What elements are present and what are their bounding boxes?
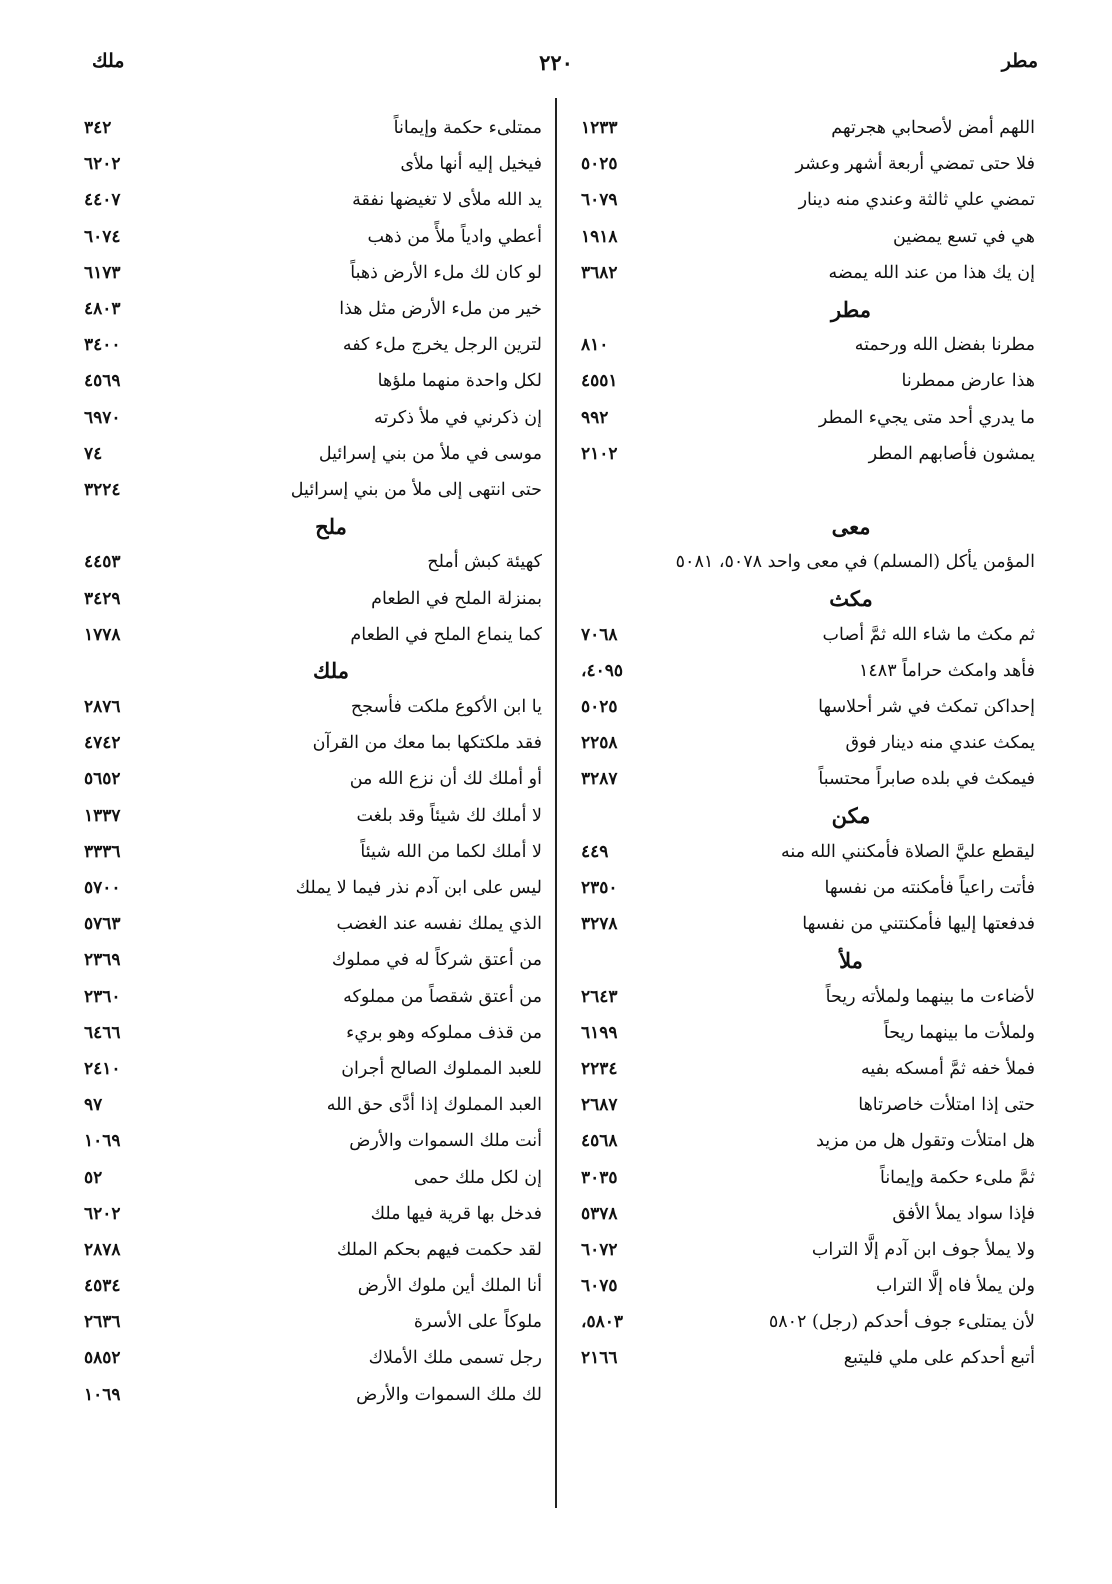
entry-phrase: إن لكل ملك حمى	[413, 1167, 542, 1188]
index-entry	[80, 110, 542, 146]
column-divider	[555, 98, 557, 1508]
entry-phrase: أتبع أحدكم على ملي فليتبع	[843, 1348, 1035, 1369]
index-entry	[80, 363, 542, 399]
hadith-number: ١٣٣٧	[84, 805, 121, 826]
entry-phrase: لأضاءت ما بينهما ولملأته ريحاً	[825, 986, 1035, 1007]
root-heading: ملك	[313, 658, 349, 684]
hadith-number: ٦٢٠٢	[84, 154, 121, 175]
index-entry	[577, 1304, 1035, 1340]
index-entry	[577, 1232, 1035, 1268]
hadith-number: ٦١٩٩	[581, 1022, 618, 1043]
index-entry	[80, 436, 542, 472]
entry-phrase: إن يك هذا من عند الله يمضه	[828, 262, 1035, 283]
entry-phrase: من قذف مملوكه وهو بريء	[346, 1022, 542, 1043]
index-entry	[577, 219, 1035, 255]
hadith-number: ٣٤٢٩	[84, 588, 121, 609]
index-entry	[577, 436, 1035, 472]
index-entry	[80, 617, 542, 653]
index-entry	[80, 1159, 542, 1195]
entry-phrase: اللهم أمض لأصحابي هجرتهم	[831, 118, 1035, 139]
entry-phrase: لا أملك لك شيئاً وقد بلغت	[356, 805, 542, 826]
index-entry	[80, 689, 542, 725]
entry-phrase: العبد المملوك إذا أدَّى حق الله	[326, 1095, 542, 1116]
entry-phrase: فقد ملكتكها بما معك من القرآن	[312, 733, 542, 754]
entry-phrase: لا أملك لكما من الله شيئاً	[360, 841, 542, 862]
index-entry	[80, 544, 542, 580]
index-entry	[577, 906, 1035, 942]
index-entry	[577, 544, 1035, 580]
index-entry	[577, 1015, 1035, 1051]
hadith-number: ٤٨٠٣	[84, 299, 121, 320]
hadith-number: ٦٠٧٩	[581, 190, 618, 211]
hadith-number: ٦١٧٣	[84, 262, 121, 283]
entry-phrase: أعطي وادياً ملأً من ذهب	[367, 226, 542, 247]
entry-phrase: الذي يملك نفسه عند الغضب	[336, 914, 542, 935]
hadith-number: ٥٠٢٥	[581, 697, 618, 718]
entry-phrase: فملأ خفه ثمَّ أمسكه بفيه	[860, 1058, 1035, 1079]
index-entry	[80, 1123, 542, 1159]
index-entry	[577, 1268, 1035, 1304]
hadith-number: ٣٦٨٢	[581, 262, 618, 283]
hadith-number: ٢٦٨٧	[581, 1095, 618, 1116]
root-heading: ملأ	[839, 947, 863, 973]
entry-phrase: فإذا سواد يملأ الأفق	[892, 1203, 1035, 1224]
hadith-number: ٤٤٠٧	[84, 190, 121, 211]
entry-phrase: فأتت راعياً فأمكنته من نفسها	[824, 878, 1035, 899]
index-entry	[80, 291, 542, 327]
entry-phrase: رجل تسمى ملك الأملاك	[368, 1348, 542, 1369]
hadith-number: ٢٢٥٨	[581, 733, 618, 754]
entry-phrase: لك ملك السموات والأرض	[356, 1384, 542, 1405]
entry-phrase: يد الله ملأى لا تغيضها نفقة	[352, 190, 542, 211]
index-entry	[80, 219, 542, 255]
entry-phrase: بمنزلة الملح في الطعام	[371, 588, 542, 609]
index-entry	[577, 255, 1035, 291]
page-header	[0, 50, 1112, 90]
entry-phrase: ثمَّ ملىء حكمة وإيماناً	[879, 1167, 1035, 1188]
hadith-number: ٤٥٦٨	[581, 1131, 618, 1152]
entry-phrase: يمشون فأصابهم المطر	[868, 443, 1035, 464]
index-entry	[577, 1159, 1035, 1195]
index-entry	[80, 255, 542, 291]
entry-phrase: ثم مكث ما شاء الله ثمَّ أصاب	[822, 624, 1035, 645]
index-entry	[80, 942, 542, 978]
index-entry	[80, 1232, 542, 1268]
index-entry	[80, 1051, 542, 1087]
hadith-number: ٩٩٢	[581, 407, 609, 428]
index-entry	[80, 327, 542, 363]
entry-phrase: هي في تسع يمضين	[892, 226, 1035, 247]
index-entry	[577, 327, 1035, 363]
entry-phrase: من أعتق شركاً له في مملوك	[331, 950, 542, 971]
hadith-number: ٥٦٥٢	[84, 769, 121, 790]
entry-phrase: خير من ملء الأرض مثل هذا	[339, 299, 542, 320]
left-column	[80, 110, 542, 1510]
hadith-number: ٢٦٣٦	[84, 1312, 121, 1333]
index-entry	[80, 182, 542, 218]
hadith-number: ٥٨٠٣،	[581, 1312, 624, 1333]
index-entry	[80, 1304, 542, 1340]
index-entry	[80, 146, 542, 182]
root-heading: معى	[831, 513, 871, 539]
hadith-number: ٢٦٤٣	[581, 986, 618, 1007]
index-entry	[80, 798, 542, 834]
index-entry	[80, 580, 542, 616]
hadith-number: ٢٨٧٦	[84, 697, 121, 718]
hadith-number: ٢٣٦٩	[84, 950, 121, 971]
entry-phrase: إن ذكرني في ملأ ذكرته	[373, 407, 542, 428]
index-entry	[80, 1340, 542, 1376]
hadith-number: ٦٠٧٢	[581, 1239, 618, 1260]
header-root-word-right: مطر	[1001, 50, 1038, 72]
root-heading: مكث	[829, 586, 873, 612]
index-entry	[577, 182, 1035, 218]
entry-phrase: حتى انتهى إلى ملأ من بني إسرائيل	[290, 479, 542, 500]
index-entry	[577, 1196, 1035, 1232]
entry-phrase: ما يدري أحد متى يجيء المطر	[818, 407, 1035, 428]
hadith-number: ٥٧٠٠	[84, 878, 121, 899]
hadith-number: ٢٣٥٠	[581, 878, 618, 899]
root-heading: مكن	[831, 803, 871, 829]
index-entry	[80, 1196, 542, 1232]
hadith-number: ٣٢٢٤	[84, 479, 121, 500]
root-heading: مطر	[830, 296, 872, 322]
entry-phrase: هل امتلأت وتقول هل من مزيد	[816, 1131, 1035, 1152]
entry-phrase: لكل واحدة منهما ملؤها	[377, 371, 542, 392]
index-entry	[577, 1087, 1035, 1123]
hadith-number: ٣٤٠٠	[84, 335, 121, 356]
index-entry	[80, 906, 542, 942]
index-entry	[577, 400, 1035, 436]
hadith-number: ٣٢٧٨	[581, 914, 618, 935]
index-entry	[80, 870, 542, 906]
page-number: ٢٢٠	[539, 50, 573, 75]
entry-phrase: فدفعتها إليها فأمكنتني من نفسها	[802, 914, 1035, 935]
index-entry	[577, 761, 1035, 797]
entry-phrase: يا ابن الأكوع ملكت فأسجح	[350, 697, 542, 718]
index-entry	[80, 761, 542, 797]
index-entry	[577, 653, 1035, 689]
entry-phrase: حتى إذا امتلأت خاصرتاها	[858, 1095, 1035, 1116]
entry-phrase: تمضي علي ثالثة وعندي منه دينار	[798, 190, 1035, 211]
index-entry	[80, 400, 542, 436]
index-entry	[577, 1340, 1035, 1376]
hadith-number: ٢١٠٢	[581, 443, 618, 464]
hadith-number: ٢٣٦٠	[84, 986, 121, 1007]
hadith-number: ٦٠٧٤	[84, 226, 121, 247]
entry-phrase: ليقطع عليَّ الصلاة فأمكنني الله منه	[780, 841, 1035, 862]
hadith-number: ١٠٦٩	[84, 1384, 121, 1405]
index-entry	[577, 363, 1035, 399]
hadith-number: ٢٤١٠	[84, 1058, 121, 1079]
index-entry	[577, 146, 1035, 182]
index-entry	[80, 1015, 542, 1051]
hadith-number: ٥٢	[84, 1167, 103, 1188]
entry-phrase: هذا عارض ممطرنا	[901, 371, 1035, 392]
index-entry	[80, 1377, 542, 1413]
hadith-number: ٩٧	[84, 1095, 103, 1116]
entry-phrase: لترين الرجل يخرج ملء كفه	[342, 335, 542, 356]
hadith-number: ٧٠٦٨	[581, 624, 618, 645]
hadith-number: ٤٥٣٤	[84, 1276, 121, 1297]
spacer	[577, 472, 1035, 508]
entry-phrase: ليس على ابن آدم نذر فيما لا يملك	[295, 878, 542, 899]
entry-phrase: موسى في ملأ من بني إسرائيل	[318, 443, 542, 464]
entry-phrase: ولا يملأ جوف ابن آدم إلَّا التراب	[811, 1239, 1035, 1260]
hadith-number: ٣٢٨٧	[581, 769, 618, 790]
entry-phrase: فلا حتى تمضي أربعة أشهر وعشر	[795, 154, 1035, 175]
hadith-number: ٦٤٦٦	[84, 1022, 121, 1043]
hadith-number: ٣٤٢	[84, 118, 112, 139]
hadith-number: ١٢٣٣	[581, 118, 618, 139]
hadith-number: ٧٤	[84, 443, 103, 464]
hadith-number: ٢٢٣٤	[581, 1058, 618, 1079]
entry-phrase: فأهد وامكث حراماً ١٤٨٣	[859, 660, 1035, 681]
index-entry	[80, 472, 542, 508]
entry-phrase: أو أملك لك أن نزع الله من	[349, 769, 542, 790]
hadith-number: ٦٢٠٢	[84, 1203, 121, 1224]
hadith-number: ٥٣٧٨	[581, 1203, 618, 1224]
entry-phrase: المؤمن يأكل (المسلم) في معى واحد ٥٠٧٨، ٥٠٨١	[675, 552, 1035, 573]
entry-phrase: ملوكاً على الأسرة	[413, 1312, 542, 1333]
entry-phrase: للعبد المملوك الصالح أجران	[341, 1058, 542, 1079]
hadith-number: ٤٠٩٥،	[581, 660, 624, 681]
hadith-number: ١٩١٨	[581, 226, 618, 247]
hadith-number: ١٧٧٨	[84, 624, 121, 645]
index-entry	[577, 979, 1035, 1015]
index-entry	[80, 979, 542, 1015]
hadith-number: ٤٧٤٢	[84, 733, 121, 754]
index-entry	[577, 110, 1035, 146]
entry-phrase: ولملأت ما بينهما ريحاً	[883, 1022, 1035, 1043]
entry-phrase: فيمكث في بلده صابراً محتسباً	[818, 769, 1035, 790]
index-entry	[577, 689, 1035, 725]
right-column	[577, 110, 1035, 1510]
hadith-number: ٨١٠	[581, 335, 609, 356]
index-entry	[577, 870, 1035, 906]
entry-phrase: ممتلىء حكمة وإيماناً	[393, 118, 542, 139]
index-entry	[577, 834, 1035, 870]
entry-phrase: يمكث عندي منه دينار فوق	[845, 733, 1035, 754]
root-heading: ملح	[315, 513, 347, 539]
entry-phrase: فدخل بها قرية فيها ملك	[370, 1203, 542, 1224]
index-entry	[577, 1123, 1035, 1159]
entry-phrase: مطرنا بفضل الله ورحمته	[854, 335, 1035, 356]
hadith-number: ٤٤٩	[581, 841, 609, 862]
entry-phrase: ولن يملأ فاه إلَّا التراب	[876, 1276, 1035, 1297]
hadith-number: ١٠٦٩	[84, 1131, 121, 1152]
hadith-number: ٣٠٣٥	[581, 1167, 618, 1188]
entry-phrase: كما ينماع الملح في الطعام	[350, 624, 542, 645]
entry-phrase: لأن يمتلىء جوف أحدكم (رجل) ٥٨٠٢	[768, 1312, 1035, 1333]
hadith-number: ٢١٦٦	[581, 1348, 618, 1369]
hadith-number: ٣٣٣٦	[84, 841, 121, 862]
index-entry	[80, 834, 542, 870]
entry-phrase: أنت ملك السموات والأرض	[349, 1131, 542, 1152]
hadith-number: ٦٠٧٥	[581, 1276, 618, 1297]
entry-phrase: إحداكن تمكث في شر أحلاسها	[818, 697, 1035, 718]
index-entry	[577, 725, 1035, 761]
entry-phrase: من أعتق شقصاً من مملوكه	[343, 986, 542, 1007]
entry-phrase: فيخيل إليه أنها ملأى	[400, 154, 542, 175]
index-entry	[577, 617, 1035, 653]
index-entry	[80, 1087, 542, 1123]
entry-phrase: لقد حكمت فيهم بحكم الملك	[336, 1239, 542, 1260]
entry-phrase: لو كان لك ملء الأرض ذهباً	[350, 262, 542, 283]
hadith-number: ٦٩٧٠	[84, 407, 121, 428]
hadith-number: ٥٨٥٢	[84, 1348, 121, 1369]
header-root-word-left: ملك	[92, 50, 125, 72]
hadith-number: ٥٧٦٣	[84, 914, 121, 935]
entry-phrase: كهيئة كبش أملح	[427, 552, 542, 573]
hadith-number: ٥٠٢٥	[581, 154, 618, 175]
hadith-number: ٤٥٥١	[581, 371, 618, 392]
hadith-number: ٢٨٧٨	[84, 1239, 121, 1260]
hadith-number: ٤٥٦٩	[84, 371, 121, 392]
entry-phrase: أنا الملك أين ملوك الأرض	[357, 1276, 542, 1297]
index-entry	[577, 1051, 1035, 1087]
hadith-number: ٤٤٥٣	[84, 552, 121, 573]
index-entry	[80, 725, 542, 761]
index-entry	[80, 1268, 542, 1304]
